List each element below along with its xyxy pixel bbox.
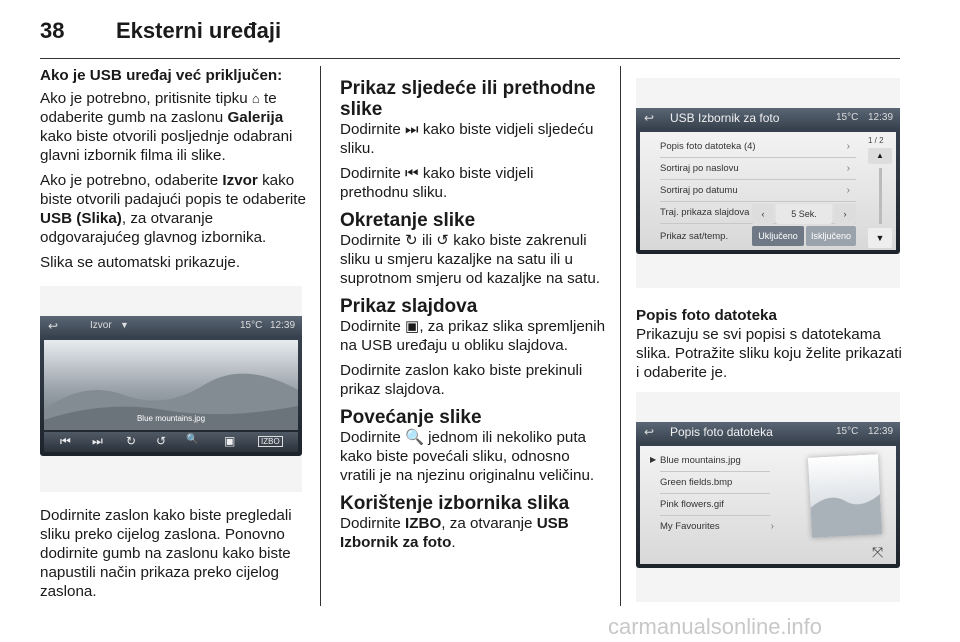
heading-image-menu: Korištenje izbornika slika [340,493,570,514]
list-item[interactable]: Pink flowers.gif [660,494,770,516]
list-item: Traj. prikaza slajdova [660,202,856,224]
clock: 12:39 [270,320,296,331]
control-bar [44,432,298,452]
display-screen [636,422,900,568]
previous-icon[interactable]: ⏮ [60,434,71,448]
display-screen [40,316,302,456]
back-icon[interactable]: ↩ [644,111,655,125]
list-item[interactable]: My Favourites › [660,521,774,532]
list-item: Prikaz sat/temp. [660,231,729,242]
back-icon[interactable]: ↩ [48,319,59,333]
back-icon[interactable]: ↩ [644,425,655,439]
list-item[interactable]: Blue mountains.jpg [660,450,770,472]
chevron-right-icon: › [846,185,850,196]
paragraph-next: Dodirnite ⏭ kako biste vidjeli sljedeću sliku. [340,121,594,157]
decrease-button[interactable]: ‹ [752,204,774,224]
paragraph-previous: Dodirnite ⏮ kako biste vidjeli prethodnu sliku. [340,165,534,201]
play-icon: ▶ [650,455,657,464]
list-title: Popis foto datoteka [670,425,773,439]
scroll-down-button[interactable]: ▼ [868,228,892,248]
rotate-cw-icon[interactable]: ↻ [126,434,137,448]
paragraph-stop-slideshow: Dodirnite zaslon kako biste prekinuli prikaz slajdova. [340,362,583,398]
list-item[interactable]: Sortiraj po naslovu › [660,158,856,180]
menu-button[interactable]: IZBO [258,436,283,447]
display-screen [636,108,900,254]
heading-slideshow: Prikaz slajdova [340,296,478,317]
chevron-right-icon: › [846,163,850,174]
paragraph-home: Ako je potrebno, pritisnite tipku ⌂ te odaberite gumb na zaslonu Galerija kako biste otvorili posljednje odabrani glavni izbornik filma ili slike. [40,90,293,164]
duration-value: 5 Sek. [776,204,832,224]
list-item[interactable]: Green fields.bmp [660,472,770,494]
scrollbar[interactable] [879,168,882,224]
page-number: 38 [40,18,65,43]
rotate-ccw-icon[interactable]: ↺ [156,434,167,448]
clock: 12:39 [868,112,894,123]
photo-mountains[interactable] [44,340,298,430]
heading-next-previous: Prikaz sljedeće ili prethodne slike [340,78,596,120]
column-divider-2 [620,66,621,606]
next-icon[interactable]: ⏭ [92,434,103,448]
home-icon: ⌂ [251,91,260,106]
header-rule [40,58,900,59]
temperature: 15°C [836,112,859,123]
fullscreen-icon[interactable]: ⤧ [872,544,884,560]
chevron-right-icon: › [846,141,850,152]
column-3 [636,306,904,388]
heading-zoom: Povećanje slike [340,407,482,428]
watermark: carmanualsonline.info [608,614,823,639]
paragraph-slideshow: Dodirnite ▣, za prikaz slika spremljenih na USB uređaju u obliku slajdova. [340,318,606,354]
screenshot-usb-photo-menu [636,78,900,288]
paragraph-zoom: Dodirnite 🔍 jednom ili nekoliko puta kako biste povećali sliku, odnosno vratili je na njezinu originalnu veličinu. [340,429,595,484]
column-divider-1 [320,66,321,606]
usb-connected-title: Ako je USB uređaj već priključen: [40,67,283,84]
zoom-icon[interactable]: 🔍 [186,434,199,445]
increase-button[interactable]: › [834,204,856,224]
column-2 [340,66,606,558]
photo-preview [808,454,882,538]
chapter-title: Eksterni uređaji [116,18,282,43]
screenshot-photo-list [636,392,900,602]
source-label[interactable]: Izvor [90,320,112,331]
on-button[interactable]: Uključeno [752,226,804,246]
paragraph-auto: Slika se automatski prikazuje. [40,254,241,271]
list-item[interactable]: Popis foto datoteka (4) › [660,136,856,158]
heading-rotate: Okretanje slike [340,210,476,231]
menu-title: USB Izbornik za foto [670,111,780,125]
temperature: 15°C [836,426,859,437]
mountains-thumbnail [808,454,882,538]
page-header [40,14,920,60]
page-indicator: 1 / 2 [868,136,884,145]
clock: 12:39 [868,426,894,437]
heading-photo-list: Popis foto datoteka [636,307,777,324]
chevron-right-icon: › [770,521,774,532]
paragraph-photo-list: Prikazuju se svi popisi s datotekama slika. Potražite sliku koju želite prikazati i odaberite je. [636,326,902,381]
scroll-up-button[interactable]: ▲ [868,148,892,164]
slideshow-icon[interactable]: ▣ [224,434,236,448]
image-caption: Blue mountains.jpg [136,414,206,423]
paragraph-rotate: Dodirnite ↻ ili ↺ kako biste zakrenuli sliku u smjeru kazaljke na satu ili u suprotnom smjeru od kazaljke na satu. [340,232,601,287]
paragraph-source: Ako je potrebno, odaberite Izvor kako biste otvorili padajući popis te odaberite USB (Slika), za otvaranje odgovarajućeg glavnog izbornika. [40,172,306,246]
screenshot-image-view [40,286,302,492]
off-button[interactable]: Isključeno [806,226,856,246]
dropdown-icon[interactable]: ▼ [120,320,129,330]
paragraph-fullscreen: Dodirnite zaslon kako biste pregledali sliku preko cijelog zaslona. Ponovno dodirnite gumb na zaslonu kako biste napustili način prikaza preko cijelog zaslona. [40,507,292,600]
column-1 [40,66,306,278]
paragraph-image-menu: Dodirnite IZBO, za otvaranje USB Izbornik za foto. [340,515,569,551]
list-item[interactable]: Sortiraj po datumu › [660,180,856,202]
temperature: 15°C [240,320,263,331]
